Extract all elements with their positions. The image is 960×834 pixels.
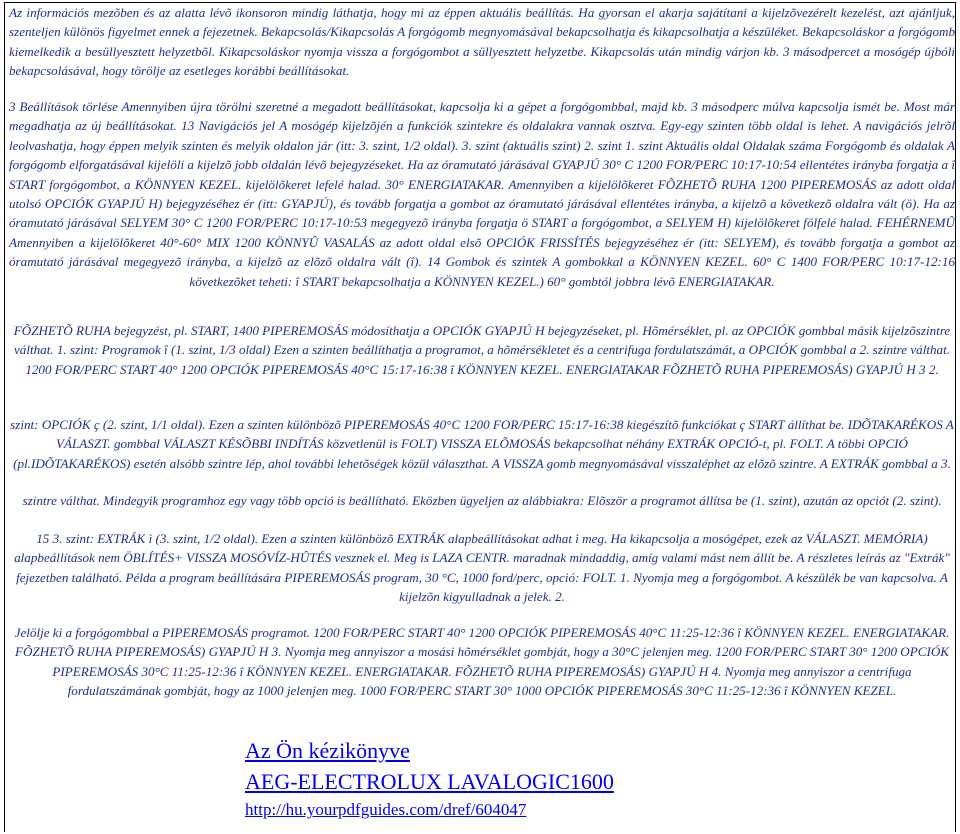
paragraph-level-1: FÕZHETÕ RUHA bejegyzést, pl. START, 1400 PIPEREMOSÁS módosíthatja a OPCIÓK GYAPJÚ H bejegyzéseket, pl. Hõmérséklet, pl. az OPCIÓK gombbal másik kijelzõszintre válthat. 1. szint: Programok î (1. szint, 1/3 oldal) Ezen a szinten beállíthatja a programot, a hõmérsékletet és a centrifuga fordulatszámát, a OPCIÓK gombbal a 2. szintre válthat. 1200 FOR/PERC START 40° 1200 OPCIÓK PIPEREMOSÁS 40°C 15:17-16:38 î KÖNNYEN KEZEL. ENERGIATAKAR FÕZHETÕ RUHA PIPEREMOSÁS) GYAPJÚ H 3 2. bbox=[13, 323, 951, 377]
paragraph-level-3: 15 3. szint: EXTRÁK ì (3. szint, 1/2 oldal). Ezen a szinten különbözõ EXTRÁK alapbeállításokat adhat ì meg. Ha kikapcsolja a mosógépet, ezek az VÁLASZT. MEMÓRIA) alapbeállítások nem ÖBLÍTÉS+ VISSZA MOSÓVÍZ-HÛTÉS vesznek el. Meg is LAZA CENTR. maradnak mindaddig, amíg valami mást nem állít be. A részletes leírás az "Extrák" fejezetben található. Példa a program beállítására PIPEREMOSÁS program, 30 °C, 1000 ford/perc, opció: FOLT. 1. Nyomja meg a forgógombot. A készülék be van kapcsolva. A kijelzõn kigyulladnak a jelek. 2. bbox=[14, 531, 950, 605]
product-link[interactable]: AEG-ELECTROLUX LAVALOGIC1600 bbox=[245, 769, 614, 794]
paragraph-intro: Az információs mezõben és az alatta lévõ ikonsoron mindig láthatja, hogy mi az éppen aktuális beállítás. Ha gyorsan el akarja sajátítani a kijelzõvezérelt kezelést, azt ajánljuk, szenteljen különös figyelmet ennek a fejezetnek. Bekapcsolás/Kikapcsolás A forgógomb megnyomásával bekapcsolhatja és kikapcsolhatja a készüléket. Bekapcsoláskor a forgógomb kiemelkedik a besüllyesztett helyzetbõl. Kikapcsoláskor nyomja vissza a forgógombot a süllyesztett helyzetbe. Kikapcsolás után mindig várjon kb. 3 másodpercet a mosógép újbóli bekapcsolásával, hogy törölje az esetleges korábbi beállításokat. bbox=[9, 5, 955, 79]
manual-title-link[interactable]: Az Ön kézikönyve bbox=[245, 738, 410, 763]
paragraph-example: Jelölje ki a forgógombbal a PIPEREMOSÁS programot. 1200 FOR/PERC START 40° 1200 OPCIÓK PIPEREMOSÁS 40°C 11:25-12:36 î KÖNNYEN KEZEL. ENERGIATAKAR. FÕZHETÕ RUHA PIPEREMOSÁS) GYAPJÚ H 3. Nyomja meg annyiszor a mosási hõmérséklet gombját, hogy a 30°C jelenjen meg. 1200 FOR/PERC START 30° 1200 OPCIÓK PIPEREMOSÁS 30°C 11:25-12:36 î KÖNNYEN KEZEL. ENERGIATAKAR. FÕZHETÕ RUHA PIPEREMOSÁS) GYAPJÚ H 4. Nyomja meg annyiszor a centrifuga fordulatszámának gombját, hogy az 1000 jelenjen meg. 1000 FOR/PERC START 30° 1000 OPCIÓK PIPEREMOSÁS 30°C 11:25-12:36 î KÖNNYEN KEZEL. bbox=[14, 625, 950, 699]
url-link[interactable]: http://hu.yourpdfguides.com/dref/604047 bbox=[245, 800, 527, 819]
paragraph-level-2: szint: OPCIÓK ç (2. szint, 1/1 oldal). Ezen a szinten különbözõ PIPEREMOSÁS 40°C 1200 FOR/PERC 15:17-16:38 kiegészítõ funkciókat ç START állíthat be. IDÕTAKARÉKOS A VÁLASZT. gombbal VÁLASZT KÉSÕBBI INDÍTÁS közvetlenül is FOLT) VISSZA ELÕMOSÁS bekapcsolhat néhány EXTRÁK OPCIÓ-t, pl. FOLT. A többi OPCIÓ (pl.IDÕTAKARÉKOS) esetén alsóbb szintre lép, ahol további lehetõségek közül választhat. A VISSZA gomb megnyomásával visszaléphet az elõzõ szintre. A EXTRÁK gombbal a 3. bbox=[10, 417, 954, 471]
document-page bbox=[4, 2, 956, 832]
paragraph-navigation: 3 Beállítások törlése Amennyiben újra törölni szeretné a megadott beállításokat, kapcsolja ki a gépet a forgógombbal, majd kb. 3 másodperc múlva kapcsolja ismét be. Most már megadhatja az új beállításokat. 13 Navigációs jel A mosógép kijelzõjén a funkciók szintekre és oldalakra vannak osztva. Egy-egy szinten több oldal is lehet. A navigációs jelrõl leolvashatja, hogy éppen melyik szinten és melyik oldalon jár (itt: 3. szint, 1/2 oldal). 3. szint (aktuális szint) 2. szint 1. szint Aktuális oldal Oldalak száma Forgógomb és oldalak A forgógomb elforgatásával kijelöli a kijelzõ jobb oldalán lévõ bejegyzéseket. Ha az óramutató járásával GYAPJÚ 30° C 1200 FOR/PERC 10:17-10:54 ellentétes irányba forgatja a î START forgógombot, a KÖNNYEN KEZEL. kijelölõkeret lefelé halad. 30° ENERGIATAKAR. Amennyiben a kijelölõkeret FÕZHETÕ RUHA 1200 PIPEREMOSÁS az adott oldal utolsó OPCIÓK GYAPJÚ H) bejegyzéséhez ér (itt: GYAPJÚ), és tovább forgatja a gombot az óramutató járásával ellentétes irányba, a kijelzõ a következõ oldalra vált (ö). Ha az óramutató járásával SELYEM 30° C 1200 FOR/PERC 10:17-10:53 megegyezõ irányba forgatja ö START a forgógombot, a SELYEM H) kijelölõkeret fölfelé halad. FEHÉRNEMÛ Amennyiben a kijelölõkeret 40°-60° MIX 1200 KÖNNYÛ VASALÁS az adott oldal elsõ OPCIÓK FRISSÍTÉS bejegyzéséhez ér (itt: SELYEM), és tovább forgatja a gombot az óramutató járásával megegyezõ irányba, a kijelzõ az elõzõ oldalra vált (î). 14 Gombok és szintek A gombokkal a KÖNNYEN KEZEL. 60° C 1400 FOR/PERC 10:17-12:16 következõket teheti: î START bekapcsolhatja a KÖNNYEN KEZEL.) 60° gombtól jobbra lévõ ENERGIATAKAR. bbox=[9, 99, 955, 289]
manual-footer bbox=[245, 735, 805, 822]
paragraph-options-note: szintre válthat. Mindegyik programhoz egy vagy több opció is beállítható. Eközben ügyeljen az alábbiakra: Elõször a programot állítsa be (1. szint), azután az opciót (2. szint). bbox=[22, 493, 942, 508]
